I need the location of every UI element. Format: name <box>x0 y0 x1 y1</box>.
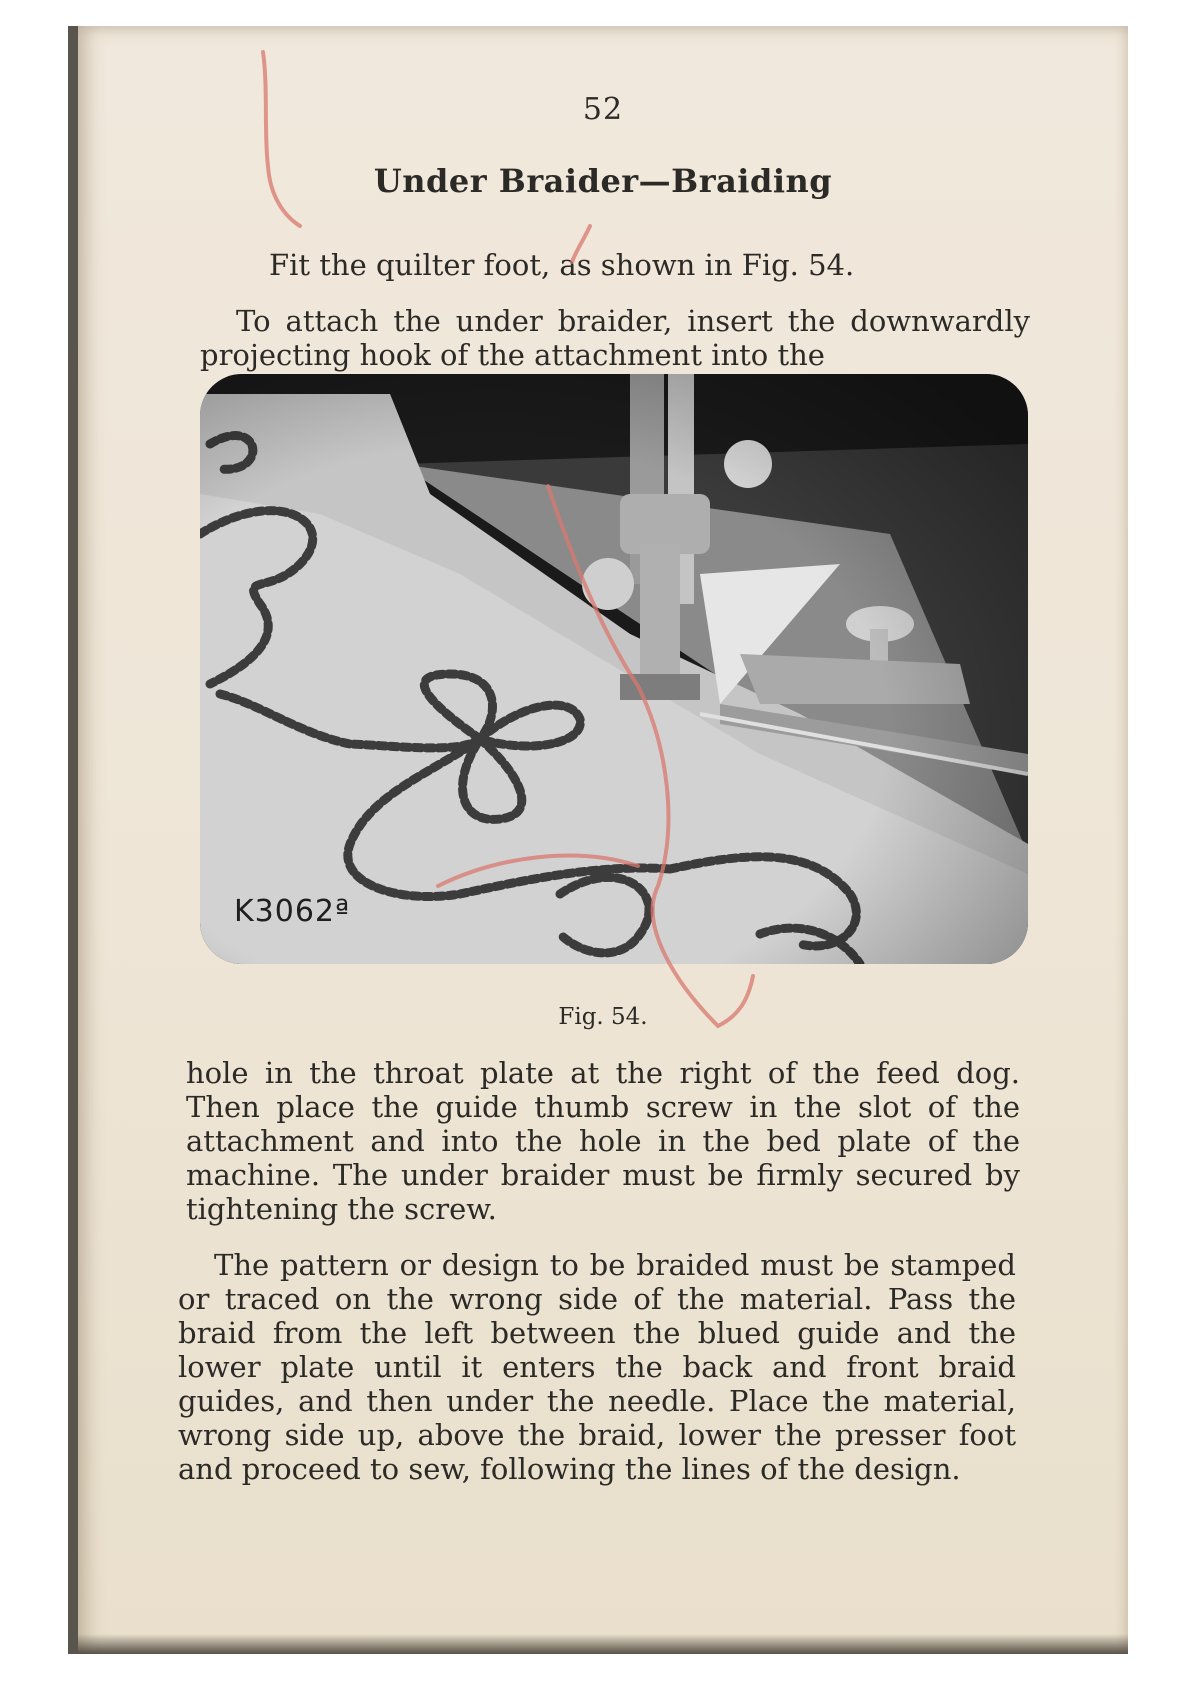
paragraph-2: To attach the under braider, insert the downwardly projecting hook of the attachment into the <box>200 304 1030 372</box>
figure-code-label: K3062ª <box>234 894 351 929</box>
page-number: 52 <box>582 92 624 127</box>
paragraph-4: The pattern or design to be braided must be stamped or traced on the wrong side of the material. Pass the braid from the left between the blued guide and the lower plate until it enters the back and front braid guides, and then under the needle. Place the material, wrong side up, above the braid, lower the presser foot and proceed to sew, following the lines of the design. <box>178 1248 1016 1486</box>
paragraph-1: Fit the quilter foot, as shown in Fig. 54. <box>269 248 855 282</box>
paragraph-3: hole in the throat plate at the right of the feed dog. Then place the guide thumb screw in the slot of the attachment and into the hole in the bed plate of the machine. The under braider must be firmly secured by tightening the screw. <box>186 1056 1020 1226</box>
page-edge-shadow <box>78 1634 1128 1654</box>
figure-caption: Fig. 54. <box>558 1004 648 1030</box>
section-heading: Under Braider—Braiding <box>373 162 833 200</box>
manual-page <box>68 26 1128 1654</box>
sewing-machine-illustration <box>200 374 1028 964</box>
figure-54-photo <box>200 374 1028 964</box>
